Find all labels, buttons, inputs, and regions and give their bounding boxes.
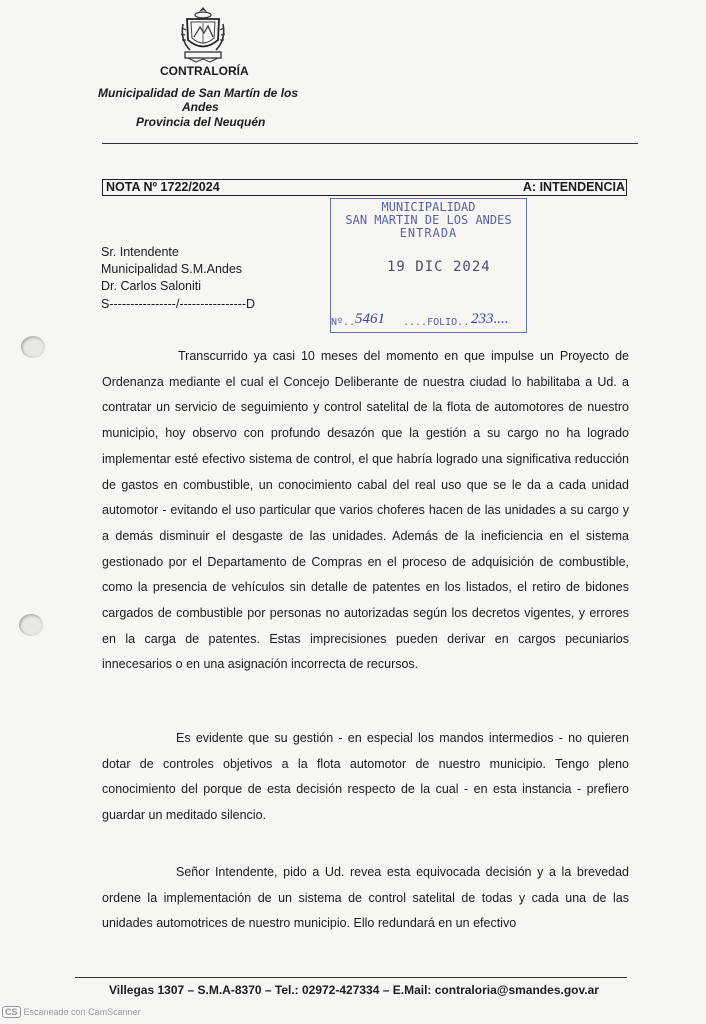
stamp-number-label: Nº.. [331,317,356,328]
nota-recipient: A: INTENDENCIA [522,180,625,194]
stamp-date: 19 DIC 2024 [387,259,491,275]
salutation-line: S----------------/----------------D [101,297,256,311]
header-divider [102,143,638,144]
footer-contact: Villegas 1307 – S.M.A-8370 – Tel.: 02972-427334 – E.Mail: contraloria@smandes.gov.ar [109,983,599,997]
municipality-line-1: Municipalidad de San Martín de los [98,86,299,100]
nota-header-box [102,179,627,196]
body-paragraph-1: Transcurrido ya casi 10 meses del momento en que impulse un Proyecto de Ordenanza mediante el cual el Concejo Deliberante de nuestra ciudad lo habilitaba a Ud. a contratar un servicio de seguimiento y control satelital de la flota de automotores de nuestro municipio, hoy observo con profundo desazón que la gestión a su cargo no ha logrado implementar esté efectivo sistema de control, el que habría logrado una significativa reducción de gastos en combustible, un conocimiento cabal del real uso que se le da a cada unidad automotor - evitando el uso particular que varios choferes hacen de las unidades a su cargo y a demás disminuir el desgaste de las unidades. Además de la ineficiencia en el sistema gestionado por el Departamento de Compras en el proceso de adquisición de combustible, como la presencia de vehículos sin detalle de patentes en los listados, el retiro de bidones cargados de combustible por personas no autorizadas según los decretos vigentes, y errores en la carga de patentes. Estas imprecisiones pueden derivar en cargos pecuniarios innecesarios o en una asignación incorrecta de recursos. [102,349,629,672]
watermark-text: Escaneado con CamScanner [23,1007,141,1017]
addressee-title: Sr. Intendente [101,245,179,259]
municipal-seal-icon [178,6,228,64]
punch-hole-bottom [19,614,43,636]
addressee-institution: Municipalidad S.M.Andes [101,262,243,276]
stamp-folio-handwritten: 233.... [471,311,509,327]
stamp-line-2: SAN MARTIN DE LOS ANDES [345,213,512,227]
addressee-name: Dr. Carlos Saloniti [101,279,202,293]
body-paragraph-2: Es evidente que su gestión - en especial los mandos intermedios - no quieren dotar de controles objetivos a la flota automotor de nuestro municipio. Tengo pleno conocimiento del porque de esta decisión respecto de la cual - en esta instancia - prefiero guardar un meditado silencio. [102,731,629,823]
province-line: Provincia del Neuquén [136,115,266,129]
punch-hole-top [21,336,45,358]
camscanner-logo-icon: CS [2,1006,21,1018]
body-paragraph-3: Señor Intendente, pido a Ud. revea esta equivocada decisión y a la brevedad ordene la implementación de un sistema de control satelital de todas y cada una de las unidades automotrices de nuestro municipio. Ello redundará en un efectivo [102,865,629,931]
stamp-line-3: ENTRADA [399,226,458,240]
office-title: CONTRALORÍA [160,64,249,78]
nota-number: NOTA Nº 1722/2024 [106,180,220,194]
municipality-line-2: Andes [182,100,219,114]
reception-stamp [330,198,527,333]
stamp-number-handwritten: 5461 [355,311,385,327]
stamp-folio-label: ....FOLIO.. [403,317,470,328]
stamp-line-1: MUNICIPALIDAD [381,200,476,214]
footer-divider [75,977,627,978]
scanner-watermark [2,1006,141,1018]
